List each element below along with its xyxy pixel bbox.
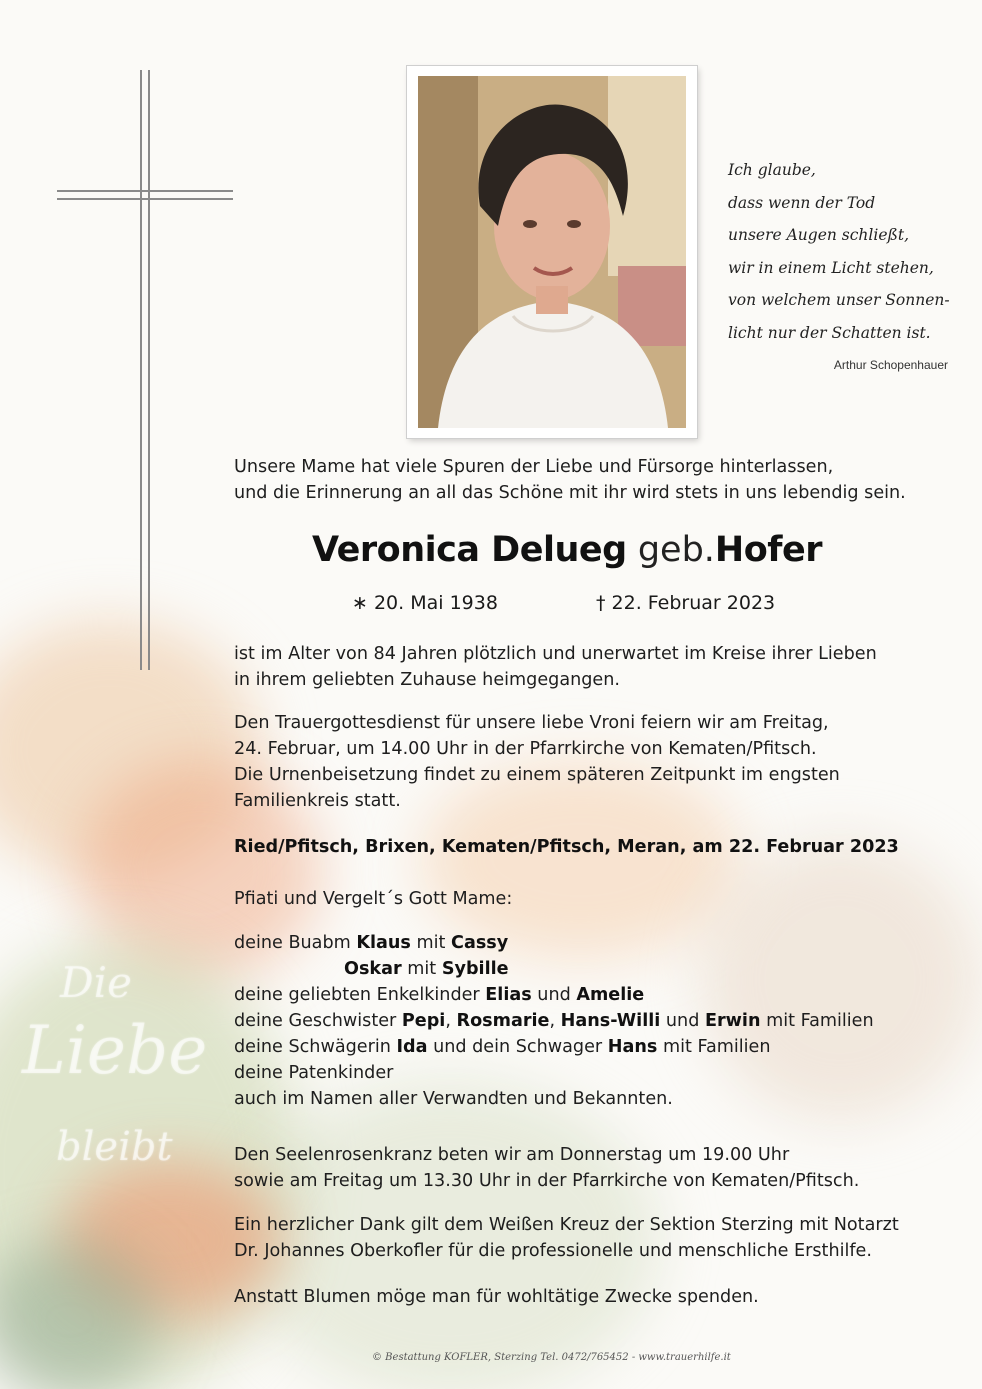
place-date: Ried/Pfitsch, Brixen, Kematen/Pfitsch, Meran, am 22. Februar 2023 [234, 837, 899, 857]
mourner-line: deine Geschwister Pepi, Rosmarie, Hans-Willi und Erwin mit Familien [234, 1011, 874, 1031]
death-date: † 22. Februar 2023 [596, 592, 776, 614]
thanks-paragraph [234, 1212, 914, 1264]
poem [728, 154, 958, 350]
watermark-die: Die [60, 958, 132, 1007]
poem-line: unsere Augen schließt, [728, 226, 909, 245]
name-geb: geb. [637, 530, 715, 570]
poem-line: Ich glaube, [728, 161, 816, 179]
donation-line [234, 1284, 914, 1310]
farewell: Pfiati und Vergelt´s Gott Mame: [234, 889, 513, 909]
poem-line: dass wenn der Tod [728, 193, 876, 212]
donation: Anstatt Blumen möge man für wohltätige Zwecke spenden. [234, 1287, 759, 1307]
text-line: Den Seelenrosenkranz beten wir am Donnerstag um 19.00 Uhr [234, 1145, 790, 1165]
text-line: Familienkreis statt. [234, 791, 401, 811]
name-maiden: Hofer [714, 530, 822, 570]
poem-line: von welchem unser Sonnen- [728, 291, 950, 310]
mourner-line: deine Patenkinder [234, 1063, 394, 1083]
text-line: Die Urnenbeisetzung findet zu einem späteren Zeitpunkt im engsten [234, 765, 840, 785]
mourner-line: auch im Namen aller Verwandten und Bekannten. [234, 1089, 673, 1109]
mourner-line: deine geliebten Enkelkinder Elias und Amelie [234, 985, 645, 1005]
poem-author: Arthur Schopenhauer [833, 358, 948, 372]
mourner-line: deine Schwägerin Ida und dein Schwager Hans mit Familien [234, 1037, 771, 1057]
portrait-photo [418, 76, 686, 428]
text-line: sowie am Freitag um 13.30 Uhr in der Pfarrkirche von Kematen/Pfitsch. [234, 1171, 860, 1191]
mourner-line: Oskar mit Sybille [344, 959, 509, 979]
portrait-frame [407, 66, 697, 438]
deceased-name [234, 526, 900, 574]
passing-paragraph [234, 641, 914, 693]
mourners-list [234, 930, 914, 1112]
text-line: in ihrem geliebten Zuhause heimgegangen. [234, 670, 620, 690]
text-line: Ein herzlicher Dank gilt dem Weißen Kreuz der Sektion Sterzing mit Notarzt [234, 1215, 899, 1235]
mourner-line: deine Buabm Klaus mit Cassy [234, 933, 509, 953]
name-first-last: Veronica Delueg [312, 530, 627, 570]
poem-line: wir in einem Licht stehen, [728, 258, 934, 277]
watermark-bleibt: bleibt [56, 1124, 173, 1170]
intro-line: und die Erinnerung an all das Schöne mit ihr wird stets in uns lebendig sein. [234, 483, 906, 503]
watermark-liebe: Liebe [22, 1012, 208, 1089]
intro-line: Unsere Mame hat viele Spuren der Liebe und Fürsorge hinterlassen, [234, 457, 834, 477]
text-line: Den Trauergottesdienst für unsere liebe Vroni feiern wir am Freitag, [234, 713, 829, 733]
rosary-paragraph [234, 1142, 914, 1194]
text-line: ist im Alter von 84 Jahren plötzlich und unerwartet im Kreise ihrer Lieben [234, 644, 877, 664]
service-paragraph [234, 710, 914, 814]
poem-line: licht nur der Schatten ist. [728, 323, 931, 342]
intro-text [234, 454, 914, 506]
text-line: Dr. Johannes Oberkofler für die professionelle und menschliche Ersthilfe. [234, 1241, 872, 1261]
footer-credit: © Bestattung KOFLER, Sterzing Tel. 0472/765452 - www.trauerhilfe.it [372, 1352, 731, 1363]
farewell-line [234, 886, 914, 912]
birth-date: ∗ 20. Mai 1938 [352, 592, 498, 614]
place-date-line [234, 834, 914, 860]
text-line: 24. Februar, um 14.00 Uhr in der Pfarrkirche von Kematen/Pfitsch. [234, 739, 817, 759]
